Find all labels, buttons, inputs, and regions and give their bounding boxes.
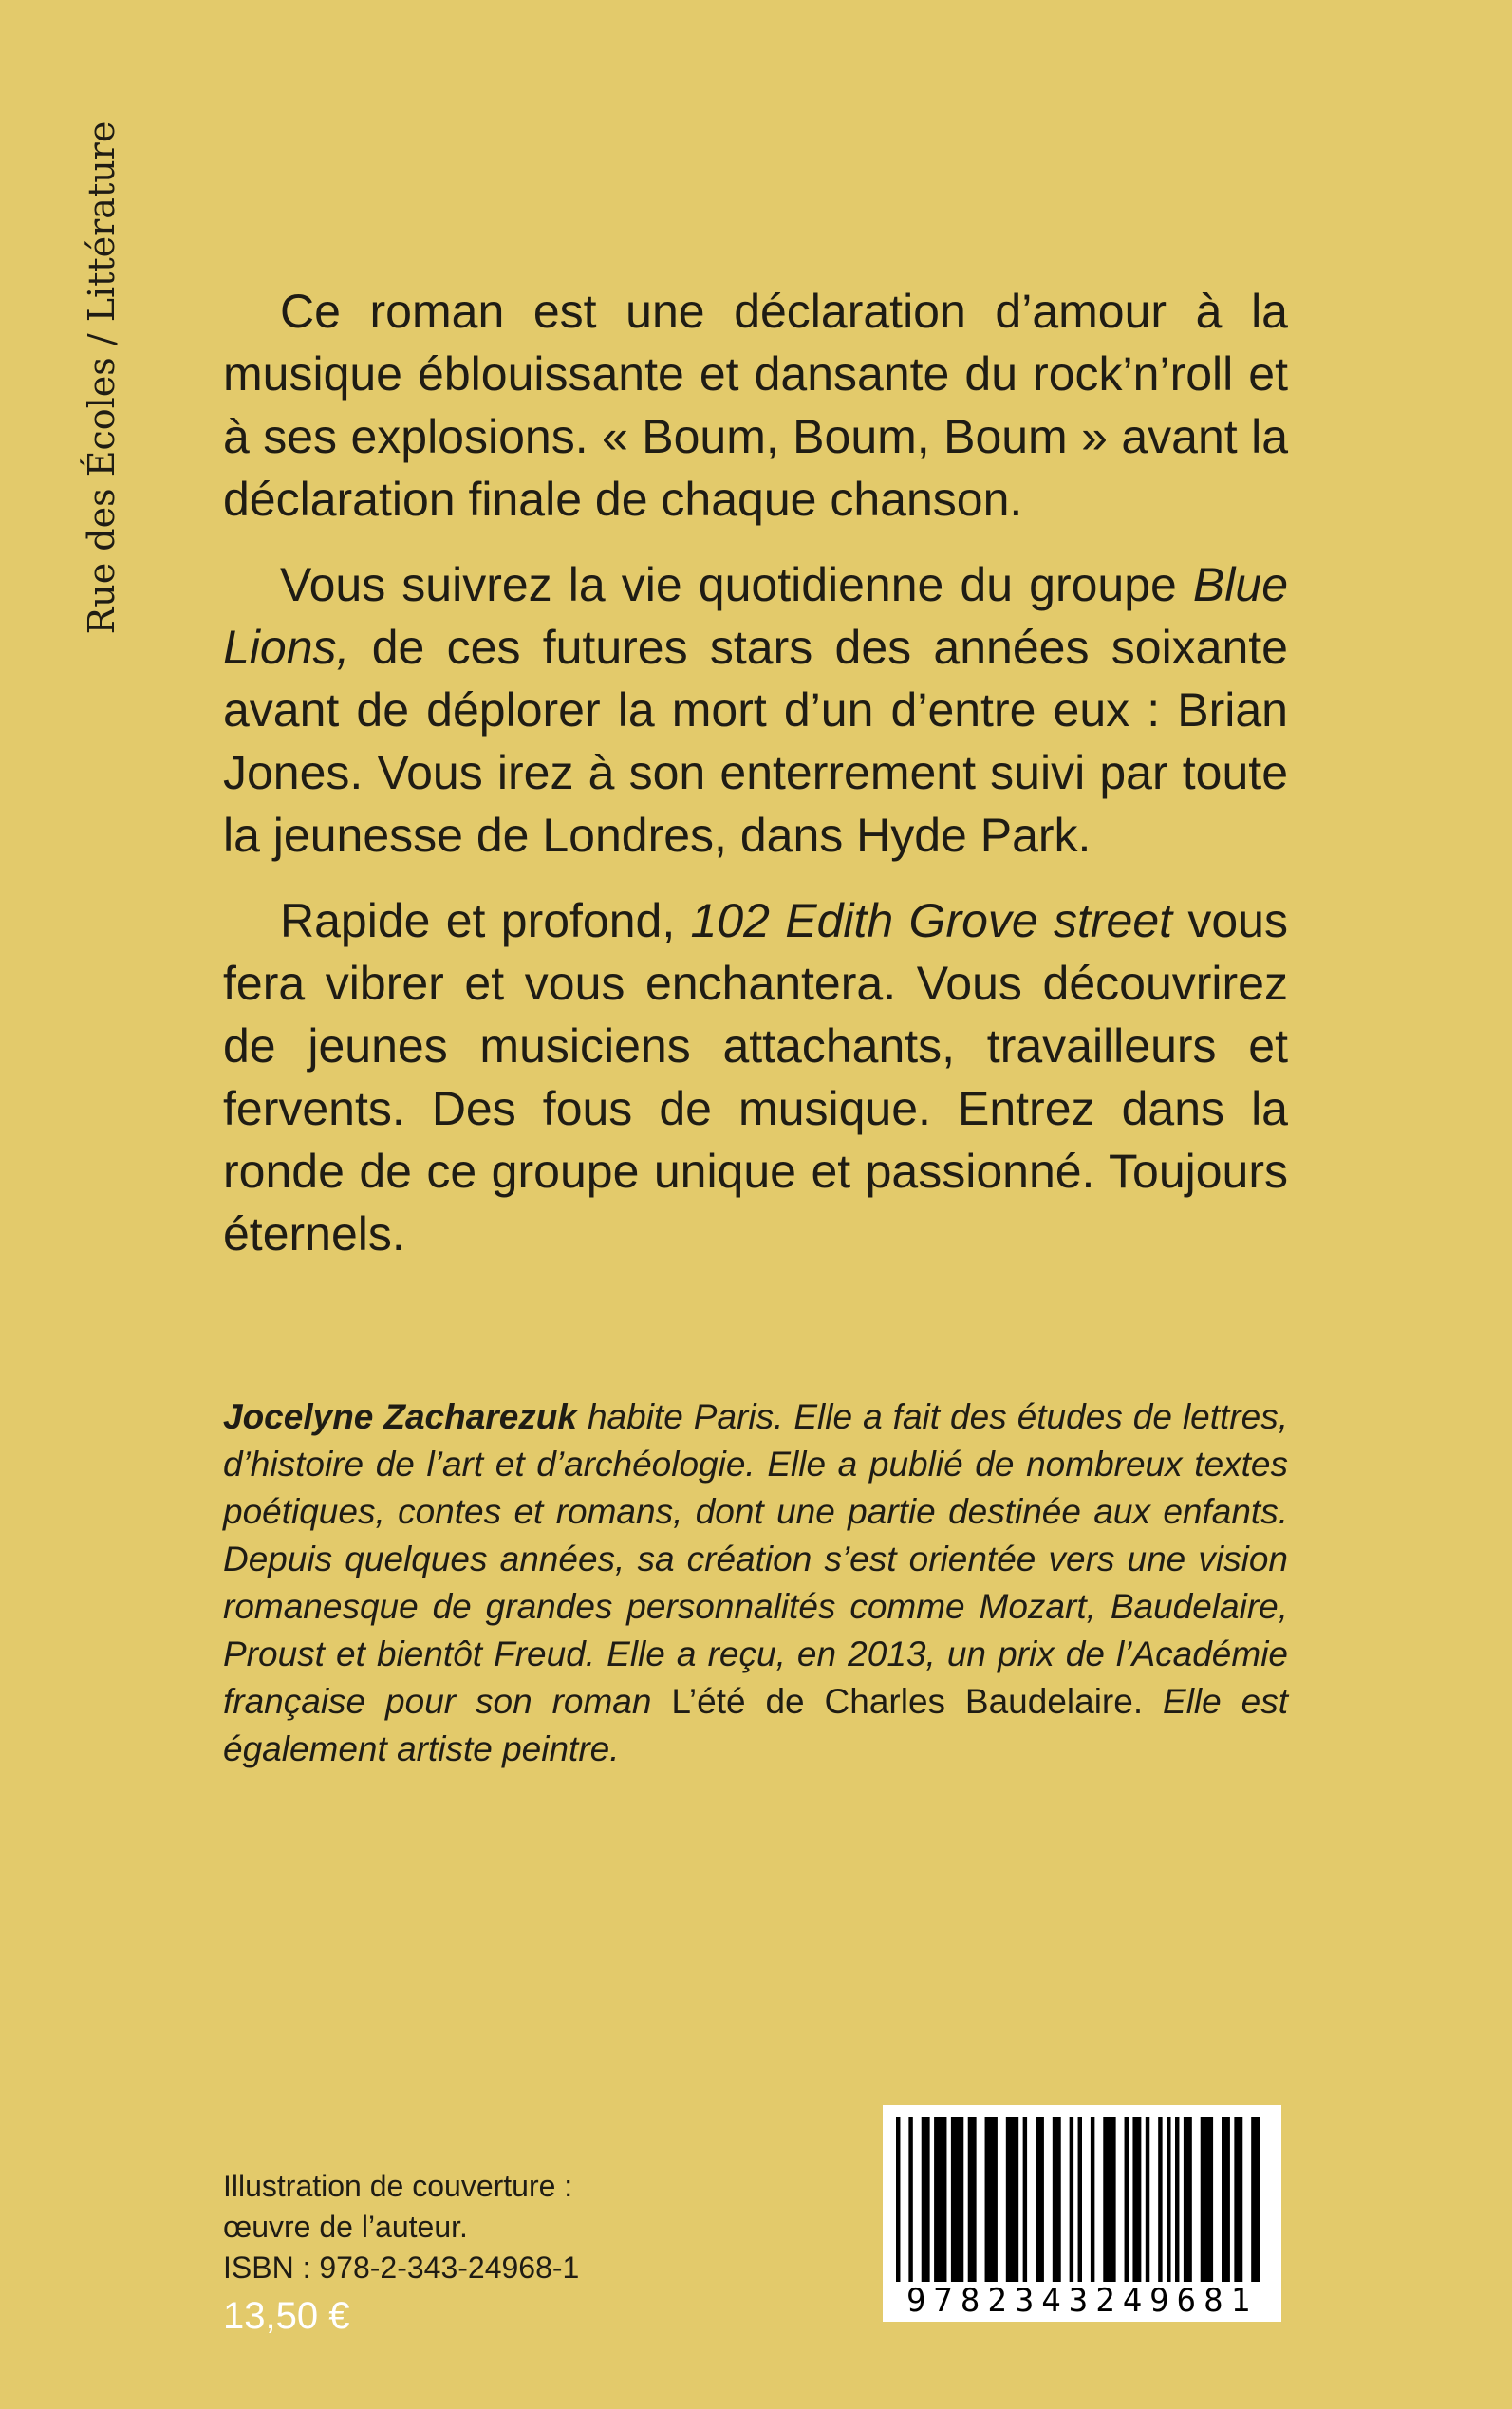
bio-text: Elle est également artiste peintre. [223, 1682, 1288, 1768]
barcode-bar [1201, 2117, 1213, 2288]
barcode-bar [922, 2117, 930, 2288]
barcode-bar [1125, 2117, 1129, 2288]
barcode-bar [1091, 2117, 1094, 2288]
credits-block [223, 2166, 831, 2288]
barcode-bar [1146, 2117, 1149, 2288]
barcode-bar [896, 2117, 900, 2288]
barcode-bar [1167, 2117, 1170, 2288]
blurb-text: Rapide et profond, [280, 894, 691, 947]
price: 13,50 € [223, 2295, 350, 2337]
barcode-bar [1006, 2117, 1018, 2288]
isbn: ISBN : 978-2-343-24968-1 [223, 2250, 580, 2285]
blurb-text: Vous suivrez la vie quotidienne du groupe [280, 558, 1193, 611]
barcode-bars [896, 2117, 1268, 2288]
barcode-bar [1251, 2117, 1260, 2288]
barcode-bar [1132, 2117, 1141, 2288]
barcode-bar [1078, 2117, 1082, 2288]
barcode-bar [908, 2117, 912, 2288]
back-cover-blurb [223, 280, 1288, 1288]
barcode-bar [1103, 2117, 1115, 2288]
barcode-bar [968, 2117, 977, 2288]
barcode-bar [1023, 2117, 1027, 2288]
illustration-credit-line-2: œuvre de l’auteur. [223, 2210, 468, 2244]
barcode-bar [1070, 2117, 1073, 2288]
bio-text: habite Paris. Elle a fait des études de lettres, d’histoire de l’art et d’archéologie. Elle a publié de nombreux textes poétiques, contes et romans, dont une partie destinée aux enfants. Depuis quelques années, sa création s’est orientée vers une vision romanesque de grandes personnalités comme Mozart, Baudelaire, Proust et bientôt Freud. Elle a reçu, en 2013, un prix de l’Académie française pour son roman [223, 1397, 1288, 1721]
barcode-bar [1175, 2117, 1179, 2288]
blurb-paragraph-1: Ce roman est une déclaration d’amour à la musique éblouissante et dansante du rock’n’roll et à ses explosions. « Boum, Boum, Boum » avant la déclaration finale de chaque chanson. [223, 285, 1288, 526]
barcode-bar [1036, 2117, 1044, 2288]
collection-label: Rue des Écoles / Littérature [81, 121, 122, 635]
blurb-paragraph-3 [223, 889, 1288, 1265]
band-name: Blue Lions, [223, 558, 1288, 674]
author-name: Jocelyne Zacharezuk [223, 1397, 577, 1436]
spine-label [68, 107, 135, 648]
book-title: 102 Edith Grove street [690, 894, 1173, 947]
barcode-bar [1184, 2117, 1192, 2288]
barcode-bar [1158, 2117, 1162, 2288]
blurb-paragraph-2 [223, 553, 1288, 867]
barcode-digits: 9782343249681 [883, 2282, 1281, 2320]
author-bio [223, 1393, 1288, 1773]
illustration-credit-line-1: Illustration de couverture : [223, 2169, 573, 2203]
blurb-text: vous fera vibrer et vous enchantera. Vous découvrirez de jeunes musiciens attachants, travailleurs et fervents. Des fous de musique. Entrez dans la ronde de ce groupe unique et passionné. Toujours éternels. [223, 894, 1288, 1261]
barcode-bar [1053, 2117, 1061, 2288]
barcode-bar [1222, 2117, 1230, 2288]
barcode [883, 2105, 1281, 2322]
blurb-text: de ces futures stars des années soixante avant de déplorer la mort d’un d’entre eux : Brian Jones. Vous irez à son enterrement suivi par toute la jeunesse de Londres, dans Hyde Park. [223, 621, 1288, 862]
prize-book-title: L’été de Charles Baudelaire. [671, 1682, 1144, 1721]
barcode-bar [934, 2117, 946, 2288]
barcode-bar [1234, 2117, 1242, 2288]
barcode-bar [951, 2117, 963, 2288]
barcode-bar [985, 2117, 998, 2288]
